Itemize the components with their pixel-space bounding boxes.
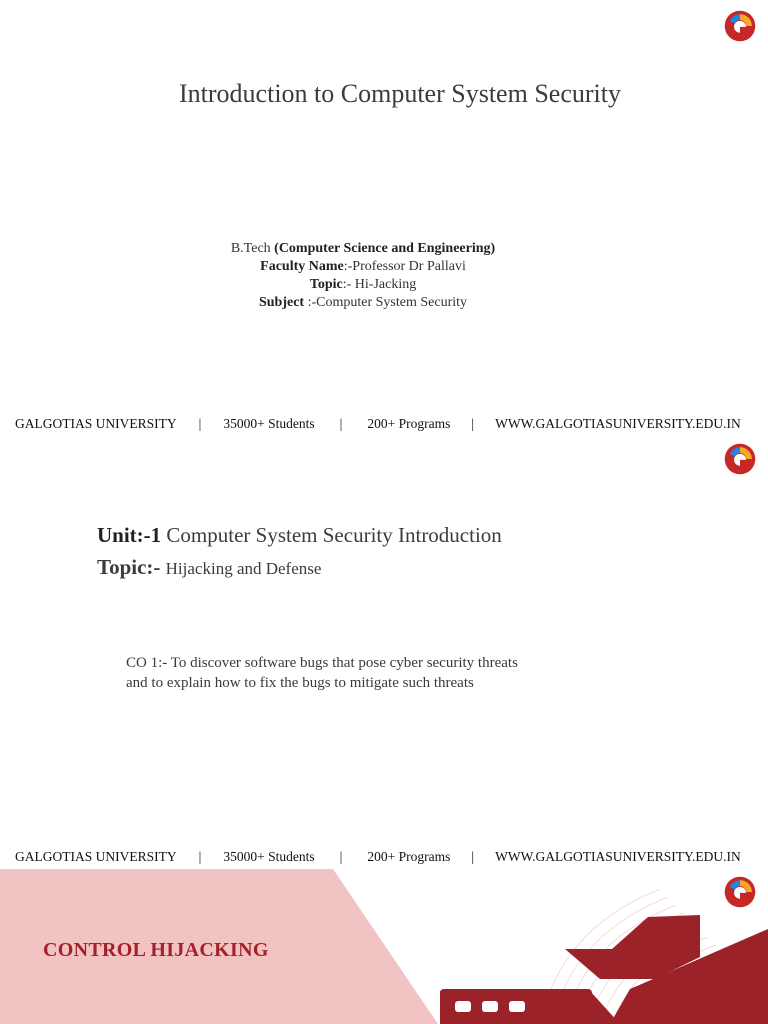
presentation-title: Introduction to Computer System Security <box>179 79 621 108</box>
program-prefix: B.Tech <box>230 241 275 256</box>
footer-bar <box>15 416 760 432</box>
footer-website: WWW.GALGOTIASUNIVERSITY.EDU.IN <box>495 849 741 864</box>
slide-2 <box>0 437 768 869</box>
footer-separator: | <box>471 849 475 864</box>
footer-students: 35000+ Students <box>223 416 315 431</box>
topic-value: Hijacking and Defense <box>165 559 322 578</box>
slide-1 <box>0 0 768 437</box>
subject-label: Subject <box>258 295 305 310</box>
footer-university: GALGOTIAS UNIVERSITY <box>15 849 177 864</box>
subject-value: :-Computer System Security <box>304 295 468 310</box>
faculty-label: Faculty Name <box>260 259 344 274</box>
footer-website: WWW.GALGOTIASUNIVERSITY.EDU.IN <box>495 416 741 431</box>
topic-line <box>163 276 563 294</box>
footer-university: GALGOTIAS UNIVERSITY <box>15 416 177 431</box>
footer-programs: 200+ Programs <box>367 416 451 431</box>
topic-heading <box>97 555 321 580</box>
topic-label: Topic <box>309 277 343 292</box>
footer-separator: | <box>471 416 475 431</box>
program-name: (Computer Science and Engineering) <box>274 241 496 256</box>
footer-separator: | <box>339 849 343 864</box>
galgotias-logo-icon <box>723 875 757 909</box>
galgotias-logo-icon <box>723 442 757 476</box>
unit-value: Computer System Security Introduction <box>166 523 502 547</box>
course-outcome-line-1: CO 1:- To discover software bugs that pose cyber security threats <box>126 655 518 671</box>
course-outcome-line-2: and to explain how to fix the bugs to mitigate such threats <box>126 675 474 691</box>
footer-separator: | <box>198 416 202 431</box>
unit-heading <box>97 523 502 548</box>
program-line <box>163 240 563 258</box>
footer-separator: | <box>198 849 202 864</box>
footer-programs: 200+ Programs <box>367 849 451 864</box>
topic-label: Topic:- <box>97 555 161 579</box>
faculty-line <box>163 258 563 276</box>
galgotias-logo-icon <box>723 9 757 43</box>
topic-value: :- Hi-Jacking <box>342 277 417 292</box>
course-outcome <box>126 653 646 693</box>
subject-line <box>163 294 563 312</box>
footer-students: 35000+ Students <box>223 849 315 864</box>
footer-bar <box>15 849 760 865</box>
slide-3 <box>0 869 768 1024</box>
unit-label: Unit:-1 <box>97 523 162 547</box>
faculty-value: :-Professor Dr Pallavi <box>343 259 466 274</box>
footer-separator: | <box>339 416 343 431</box>
course-info <box>163 240 563 312</box>
section-title: CONTROL HIJACKING <box>43 939 269 961</box>
